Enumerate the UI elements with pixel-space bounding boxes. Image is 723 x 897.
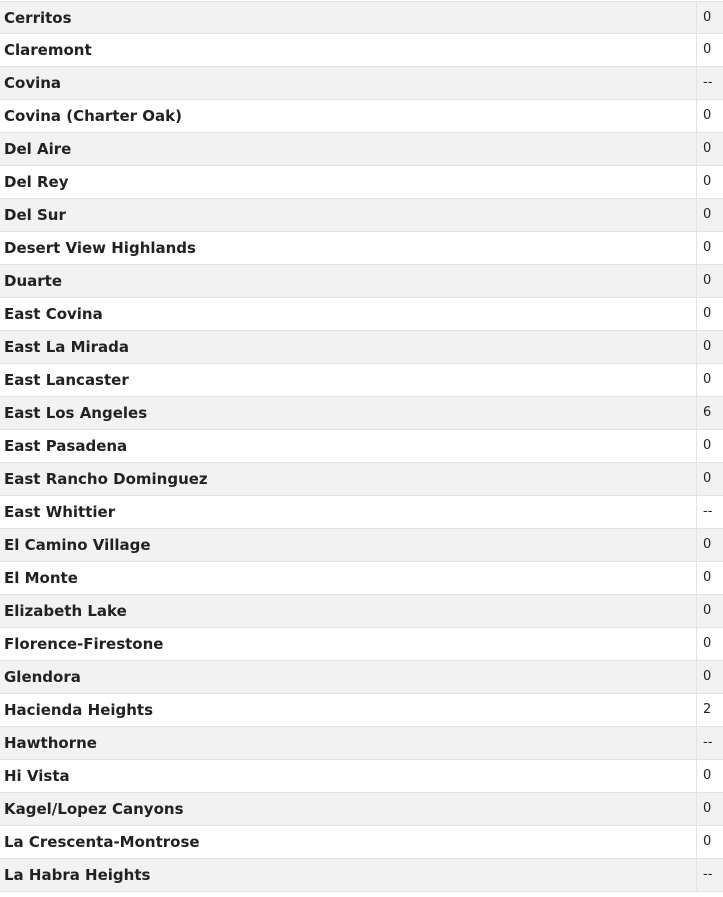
table-row [0,199,723,232]
table-row [0,661,723,694]
table-row [0,100,723,133]
location-name-cell: Hawthorne [4,734,97,752]
table-row [0,133,723,166]
location-name-cell: Del Rey [4,173,69,191]
location-name-cell: La Habra Heights [4,866,151,884]
location-name-cell: Elizabeth Lake [4,602,127,620]
location-name-cell: Hacienda Heights [4,701,154,719]
location-name-cell: East Lancaster [4,371,129,389]
count-cell: -- [696,859,723,891]
count-cell: 0 [696,331,723,363]
count-cell: 0 [696,430,723,462]
count-cell: 0 [696,661,723,693]
count-cell: 0 [696,232,723,264]
count-cell: -- [696,496,723,528]
location-name-cell: El Camino Village [4,536,151,554]
table-row [0,67,723,100]
table-row [0,232,723,265]
count-cell: -- [696,67,723,99]
table-row [0,727,723,760]
table-row [0,760,723,793]
table-row [0,166,723,199]
location-name-cell: East Rancho Dominguez [4,470,208,488]
table-row [0,331,723,364]
count-cell: 6 [696,397,723,429]
table-row [0,298,723,331]
count-cell: 0 [696,463,723,495]
table-row [0,826,723,859]
location-name-cell: Hi Vista [4,767,70,785]
count-cell: 2 [696,694,723,726]
count-cell: 0 [696,2,723,33]
table-row [0,430,723,463]
count-cell: 0 [696,298,723,330]
location-name-cell: El Monte [4,569,78,587]
count-cell: 0 [696,529,723,561]
count-cell: 0 [696,133,723,165]
count-cell: 0 [696,760,723,792]
location-name-cell: East La Mirada [4,338,130,356]
count-cell: 0 [696,100,723,132]
location-name-cell: Claremont [4,41,92,59]
location-name-cell: East Pasadena [4,437,128,455]
table-row [0,34,723,67]
location-name-cell: Desert View Highlands [4,239,196,257]
location-name-cell: Kagel/Lopez Canyons [4,800,184,818]
location-name-cell: East Los Angeles [4,404,148,422]
location-name-cell: East Whittier [4,503,116,521]
table-row [0,496,723,529]
count-cell: 0 [696,826,723,858]
table-row [0,529,723,562]
count-cell: -- [696,727,723,759]
table-row [0,265,723,298]
table-row [0,694,723,727]
location-name-cell: Del Aire [4,140,72,158]
location-name-cell: Covina [4,74,62,92]
count-cell: 0 [696,199,723,231]
table-row [0,397,723,430]
count-cell: 0 [696,628,723,660]
location-name-cell: La Crescenta-Montrose [4,833,200,851]
table-row [0,628,723,661]
count-cell: 0 [696,562,723,594]
count-cell: 0 [696,793,723,825]
table-row [0,793,723,826]
table-row [0,364,723,397]
count-cell: 0 [696,595,723,627]
count-cell: 0 [696,166,723,198]
location-name-cell: Glendora [4,668,81,686]
count-cell: 0 [696,34,723,66]
table-row [0,859,723,892]
count-cell: 0 [696,265,723,297]
data-table [0,1,723,892]
location-name-cell: Del Sur [4,206,66,224]
location-name-cell: Covina (Charter Oak) [4,107,182,125]
table-row [0,595,723,628]
table-row [0,463,723,496]
location-name-cell: East Covina [4,305,103,323]
location-name-cell: Florence-Firestone [4,635,164,653]
table-row [0,562,723,595]
count-cell: 0 [696,364,723,396]
table-row [0,1,723,34]
location-name-cell: Cerritos [4,9,72,27]
location-name-cell: Duarte [4,272,62,290]
